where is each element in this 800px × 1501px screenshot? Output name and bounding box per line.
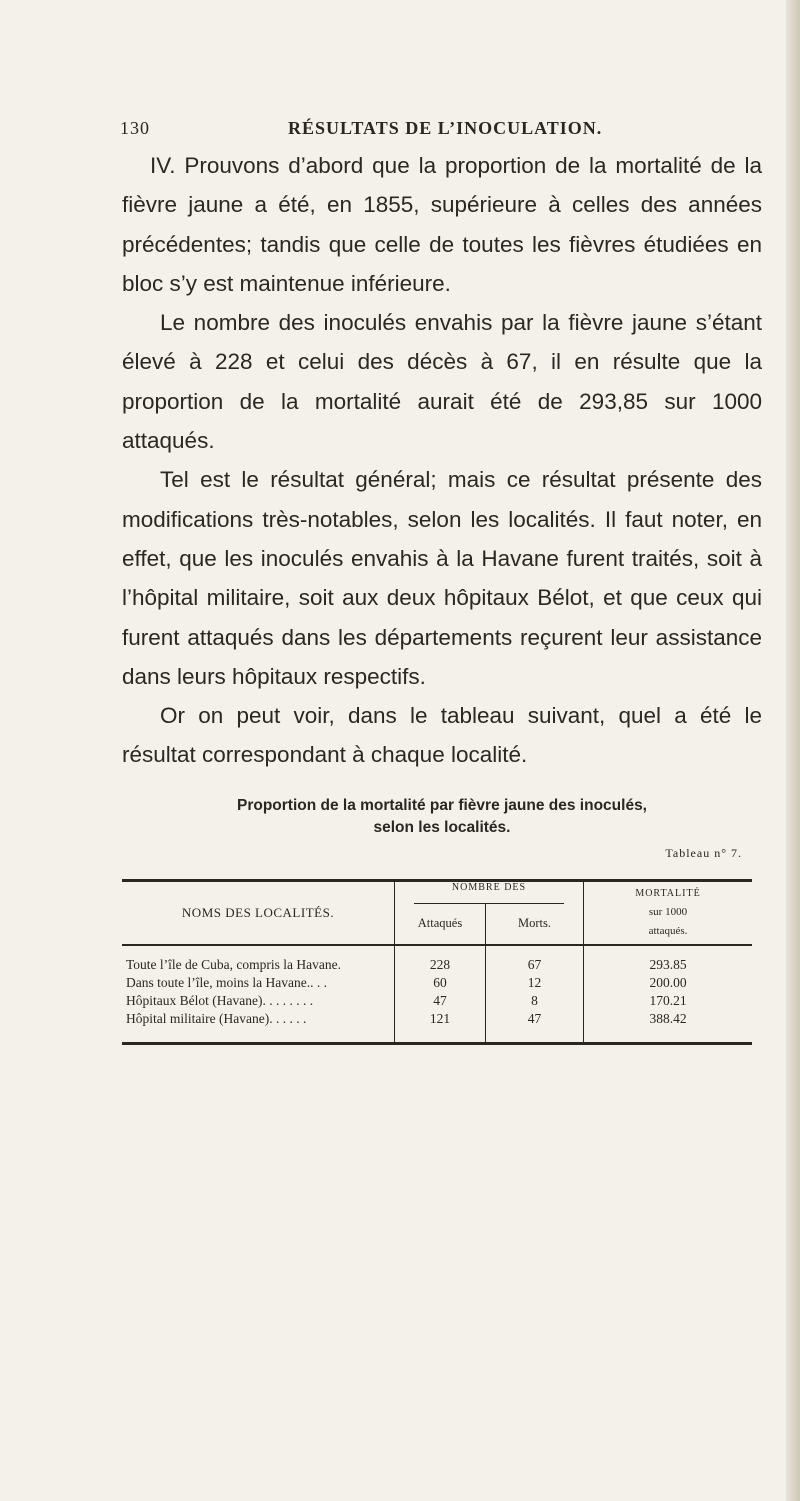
row-mortalite: 170.21 — [649, 992, 687, 1008]
table-row — [122, 1010, 752, 1044]
body-text — [122, 146, 762, 775]
paragraph-1: IV. Prouvons d’abord que la proportion de la mortalité de la fièvre jaune a été, en 1855, supérieure à celles des années précédentes; tandis que celle de toutes les fièvres étudiées en bloc s’y est maintenue inférieure. — [122, 153, 762, 296]
book-page — [122, 118, 762, 1045]
row-attaques: 47 — [395, 992, 486, 1010]
page-edge-shadow — [786, 0, 800, 1501]
header-mortalite — [584, 880, 753, 945]
header-mortalite-line-2: sur 1000 — [648, 906, 688, 919]
header-mortalite-line-3: attaqués. — [648, 925, 688, 938]
row-locality: Toute l’île de Cuba, compris la Havane. — [122, 945, 395, 974]
header-attaques: Attaqués — [395, 904, 486, 945]
paragraph-2: Le nombre des inoculés envahis par la fièvre jaune s’étant élevé à 228 et celui des décès à 67, il en résulte que la proportion de la mortalité aurait été de 293,85 sur 1000 attaqués. — [122, 310, 762, 454]
row-locality: Hôpital militaire (Havane). . . . . . — [122, 1010, 395, 1044]
row-mortalite: 200.00 — [649, 974, 687, 990]
row-locality: Hôpitaux Bélot (Havane). . . . . . . . — [122, 992, 395, 1010]
table-row — [122, 945, 752, 974]
table-number: Tableau n° 7. — [665, 845, 742, 860]
table-caption-line-2: selon les localités. — [373, 818, 511, 836]
row-morts: 12 — [486, 974, 584, 992]
header-mortalite-line-1: MORTALITÉ — [635, 888, 701, 900]
row-mortalite: 388.42 — [649, 1010, 687, 1026]
running-head — [122, 118, 762, 144]
header-morts: Morts. — [486, 904, 584, 945]
row-attaques: 121 — [395, 1010, 486, 1044]
header-nombre-des — [395, 880, 584, 904]
row-morts: 47 — [486, 1010, 584, 1044]
header-localites: NOMS DES LOCALITÉS. — [122, 880, 395, 945]
row-mortalite: 293.85 — [649, 956, 687, 972]
table-row — [122, 974, 752, 992]
page-number: 130 — [120, 118, 150, 138]
row-morts: 8 — [486, 992, 584, 1010]
row-attaques: 228 — [395, 945, 486, 974]
table-caption — [122, 795, 762, 839]
running-title: RÉSULTATS DE L’INOCULATION. — [288, 118, 603, 138]
row-attaques: 60 — [395, 974, 486, 992]
paragraph-3: Tel est le résultat général; mais ce résultat présente des modifications très-notables, selon les localités. Il faut noter, en effet, que les inoculés envahis à la Havane furent traités, soit à l’hôpital militaire, soit aux deux hôpitaux Bélot, et que ceux qui furent attaqués dans les départements reçurent leur assistance dans leurs hôpitaux respectifs. — [122, 467, 762, 689]
row-morts: 67 — [486, 945, 584, 974]
header-nombre-label: NOMBRE DES — [451, 881, 527, 893]
row-locality: Dans toute l’île, moins la Havane.. . . — [122, 974, 395, 992]
table-row — [122, 992, 752, 1010]
mortality-table — [122, 879, 752, 1045]
paragraph-4: Or on peut voir, dans le tableau suivant, quel a été le résultat correspondant à chaque localité. — [122, 703, 762, 768]
table-caption-line-1: Proportion de la mortalité par fièvre jaune des inoculés, — [237, 796, 647, 814]
